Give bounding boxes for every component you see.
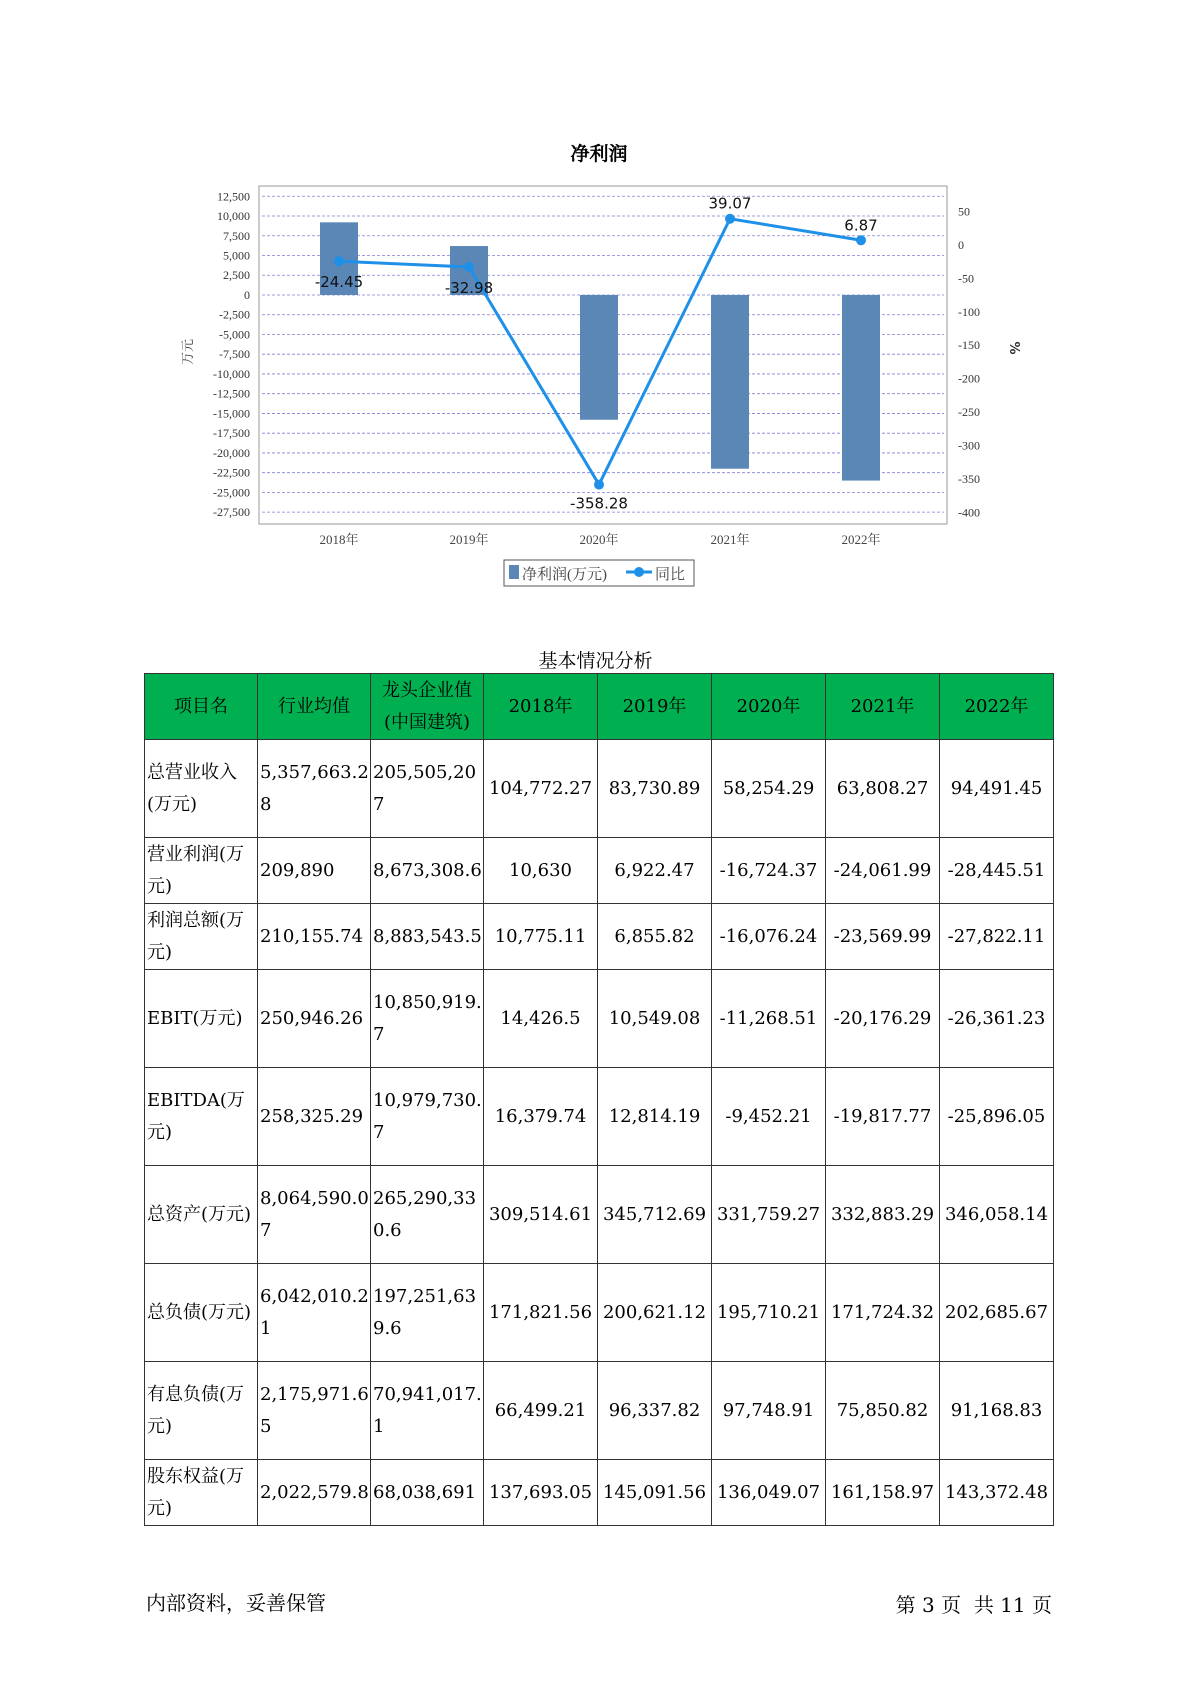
- table-cell: 66,499.21: [484, 1362, 598, 1460]
- table-cell: 195,710.21: [712, 1264, 826, 1362]
- table-cell: 2,022,579.8: [258, 1460, 371, 1526]
- table-cell: 14,426.5: [484, 970, 598, 1068]
- right-tick-label: -250: [958, 405, 980, 420]
- yoy-point: [725, 214, 735, 224]
- table-cell: -9,452.21: [712, 1068, 826, 1166]
- right-tick-label: -300: [958, 438, 980, 453]
- table-cell: 136,049.07: [712, 1460, 826, 1526]
- table-cell: 332,883.29: [826, 1166, 940, 1264]
- table-cell: -20,176.29: [826, 970, 940, 1068]
- yoy-data-label: -358.28: [570, 494, 628, 513]
- table-cell: 210,155.74: [258, 904, 371, 970]
- table-cell: 10,979,730.7: [371, 1068, 484, 1166]
- right-axis-label: %: [1006, 341, 1021, 355]
- legend-bar-label: 净利润(万元): [522, 567, 607, 583]
- table-title: 基本情况分析: [538, 650, 653, 672]
- row-label: 有息负债(万元): [145, 1362, 258, 1460]
- left-tick-label: -22,500: [213, 465, 250, 480]
- legend-bar-swatch: [509, 565, 519, 579]
- bar-2021年: [711, 295, 749, 469]
- table-cell: 12,814.19: [598, 1068, 712, 1166]
- table-row: [145, 1166, 1054, 1264]
- left-tick-label: -12,500: [213, 386, 250, 401]
- table-cell: 6,922.47: [598, 838, 712, 904]
- table-cell: 202,685.67: [940, 1264, 1054, 1362]
- table-cell: 8,883,543.5: [371, 904, 484, 970]
- table-cell: 209,890: [258, 838, 371, 904]
- row-label: 股东权益(万元): [145, 1460, 258, 1526]
- column-header: 2019年: [598, 674, 712, 740]
- chart-title: 净利润: [570, 143, 628, 165]
- table-cell: 8,673,308.6: [371, 838, 484, 904]
- right-axis: [958, 204, 980, 519]
- table-cell: 6,042,010.21: [258, 1264, 371, 1362]
- footer-page-number: 第 3 页 共 11 页: [895, 1593, 1052, 1617]
- row-label: EBIT(万元): [145, 970, 258, 1068]
- right-tick-label: 0: [958, 237, 964, 252]
- table-cell: 10,549.08: [598, 970, 712, 1068]
- table-cell: 104,772.27: [484, 740, 598, 838]
- yoy-point: [594, 480, 604, 490]
- net-profit-chart: [0, 0, 1191, 600]
- table-cell: -28,445.51: [940, 838, 1054, 904]
- footer-confidential-note: 内部资料，妥善保管: [146, 1591, 326, 1615]
- table-cell: 145,091.56: [598, 1460, 712, 1526]
- table-cell: 250,946.26: [258, 970, 371, 1068]
- right-tick-label: -50: [958, 271, 974, 286]
- table-cell: 171,724.32: [826, 1264, 940, 1362]
- table-cell: 10,850,919.7: [371, 970, 484, 1068]
- table-row: [145, 740, 1054, 838]
- left-tick-label: 12,500: [217, 189, 250, 204]
- table-cell: -23,569.99: [826, 904, 940, 970]
- left-tick-label: -10,000: [213, 366, 250, 381]
- table-cell: 97,748.91: [712, 1362, 826, 1460]
- left-tick-label: 0: [244, 287, 250, 302]
- table-cell: 70,941,017.1: [371, 1362, 484, 1460]
- table-cell: 2,175,971.65: [258, 1362, 371, 1460]
- column-header: 2020年: [712, 674, 826, 740]
- left-tick-label: -27,500: [213, 505, 250, 520]
- table-cell: -11,268.51: [712, 970, 826, 1068]
- column-header: 项目名: [145, 674, 258, 740]
- left-tick-label: -25,000: [213, 485, 250, 500]
- table-cell: 8,064,590.07: [258, 1166, 371, 1264]
- left-tick-label: -5,000: [219, 327, 250, 342]
- table-cell: 10,775.11: [484, 904, 598, 970]
- table-cell: 58,254.29: [712, 740, 826, 838]
- table-cell: -16,724.37: [712, 838, 826, 904]
- left-axis: [213, 189, 250, 519]
- bar-2022年: [842, 295, 880, 481]
- row-label: 总资产(万元): [145, 1166, 258, 1264]
- column-header: 2022年: [940, 674, 1054, 740]
- table-cell: -24,061.99: [826, 838, 940, 904]
- table-cell: 258,325.29: [258, 1068, 371, 1166]
- basic-analysis-table: [144, 673, 1054, 1526]
- table-cell: -27,822.11: [940, 904, 1054, 970]
- table-cell: 75,850.82: [826, 1362, 940, 1460]
- table-cell: -26,361.23: [940, 970, 1054, 1068]
- left-tick-label: -20,000: [213, 445, 250, 460]
- table-cell: 63,808.27: [826, 740, 940, 838]
- yoy-data-label: 39.07: [708, 194, 752, 213]
- left-tick-label: 10,000: [217, 209, 250, 224]
- left-tick-label: 2,500: [223, 268, 250, 283]
- table-cell: 143,372.48: [940, 1460, 1054, 1526]
- table-cell: 161,158.97: [826, 1460, 940, 1526]
- column-header: 2021年: [826, 674, 940, 740]
- table-cell: 6,855.82: [598, 904, 712, 970]
- table-row: [145, 1460, 1054, 1526]
- table-row: [145, 904, 1054, 970]
- table-cell: 331,759.27: [712, 1166, 826, 1264]
- table-cell: 171,821.56: [484, 1264, 598, 1362]
- left-tick-label: -2,500: [219, 307, 250, 322]
- x-tick-label: 2021年: [710, 532, 750, 547]
- right-tick-label: -400: [958, 505, 980, 520]
- x-axis: [319, 532, 880, 547]
- legend-line-label: 同比: [655, 567, 686, 583]
- row-label: 利润总额(万元): [145, 904, 258, 970]
- bar-2020年: [580, 295, 618, 420]
- right-tick-label: -150: [958, 338, 980, 353]
- table-cell: -25,896.05: [940, 1068, 1054, 1166]
- column-header: 龙头企业值(中国建筑): [371, 674, 484, 740]
- legend: [504, 560, 694, 586]
- row-label: 总营业收入(万元): [145, 740, 258, 838]
- left-axis-label: 万元: [180, 338, 195, 366]
- table-cell: 197,251,639.6: [371, 1264, 484, 1362]
- right-tick-label: 50: [958, 204, 970, 219]
- table-row: [145, 1362, 1054, 1460]
- table-cell: 309,514.61: [484, 1166, 598, 1264]
- yoy-point: [856, 235, 866, 245]
- right-tick-label: -350: [958, 472, 980, 487]
- left-tick-label: -15,000: [213, 406, 250, 421]
- legend-line-dot: [634, 567, 644, 577]
- x-tick-label: 2022年: [841, 532, 881, 547]
- table-cell: 5,357,663.28: [258, 740, 371, 838]
- table-cell: -16,076.24: [712, 904, 826, 970]
- x-tick-label: 2018年: [319, 532, 359, 547]
- column-header: 2018年: [484, 674, 598, 740]
- table-row: [145, 838, 1054, 904]
- left-tick-label: -17,500: [213, 426, 250, 441]
- left-tick-label: 5,000: [223, 248, 250, 263]
- yoy-data-label: -24.45: [314, 273, 364, 292]
- table-header-row: [145, 674, 1054, 740]
- table-cell: 137,693.05: [484, 1460, 598, 1526]
- table-cell: 68,038,691: [371, 1460, 484, 1526]
- table-cell: 94,491.45: [940, 740, 1054, 838]
- row-label: EBITDA(万元): [145, 1068, 258, 1166]
- table-row: [145, 1068, 1054, 1166]
- yoy-data-label: -32.98: [444, 278, 494, 297]
- table-cell: -19,817.77: [826, 1068, 940, 1166]
- table-cell: 345,712.69: [598, 1166, 712, 1264]
- table-cell: 200,621.12: [598, 1264, 712, 1362]
- column-header: 行业均值: [258, 674, 371, 740]
- yoy-point: [464, 262, 474, 272]
- row-label: 总负债(万元): [145, 1264, 258, 1362]
- table-cell: 205,505,207: [371, 740, 484, 838]
- table-cell: 346,058.14: [940, 1166, 1054, 1264]
- table-cell: 10,630: [484, 838, 598, 904]
- left-tick-label: -7,500: [219, 347, 250, 362]
- table-row: [145, 1264, 1054, 1362]
- left-tick-label: 7,500: [223, 228, 250, 243]
- right-tick-label: -200: [958, 371, 980, 386]
- table-cell: 91,168.83: [940, 1362, 1054, 1460]
- table-cell: 16,379.74: [484, 1068, 598, 1166]
- table-cell: 83,730.89: [598, 740, 712, 838]
- row-label: 营业利润(万元): [145, 838, 258, 904]
- yoy-point: [334, 256, 344, 266]
- x-tick-label: 2019年: [449, 532, 489, 547]
- right-tick-label: -100: [958, 304, 980, 319]
- yoy-data-label: 6.87: [844, 216, 878, 235]
- table-cell: 265,290,330.6: [371, 1166, 484, 1264]
- x-tick-label: 2020年: [579, 532, 619, 547]
- bar-series: [320, 222, 880, 480]
- table-row: [145, 970, 1054, 1068]
- table-cell: 96,337.82: [598, 1362, 712, 1460]
